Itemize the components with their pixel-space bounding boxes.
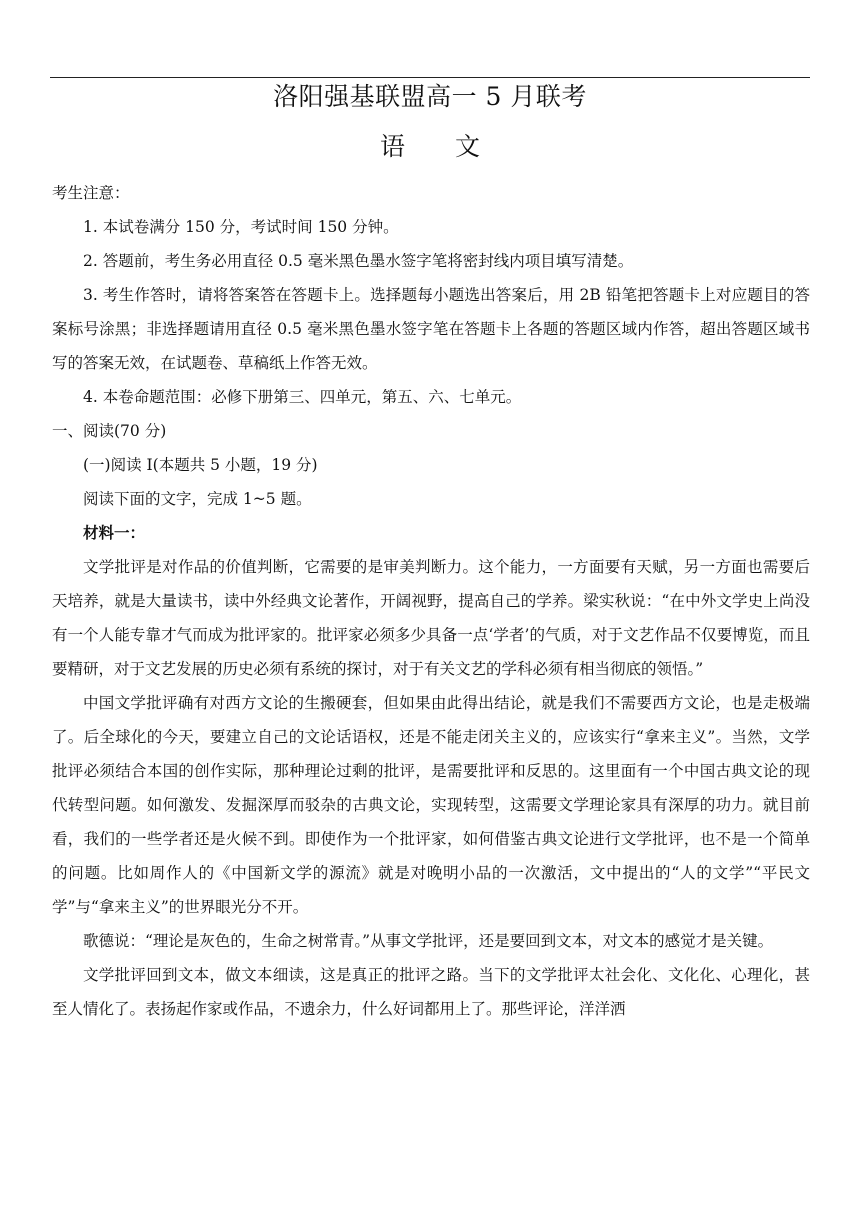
section-instruction: 阅读下面的文字，完成 1~5 题。 xyxy=(83,490,312,508)
notice-item: 3. 考生作答时，请将答案答在答题卡上。选择题每小题选出答案后，用 2B 铅笔把答题卡上对应题目的答案标号涂黑；非选择题请用直径 0.5 毫米黑色墨水签字笔在答题卡上各题的答题区域内作答，超出答题区域书写的答案无效，在试题卷、草稿纸上作答无效。 xyxy=(52,286,810,372)
material-paragraph: 中国文学批评确有对西方文论的生搬硬套，但如果由此得出结论，就是我们不需要西方文论，也是走极端了。后全球化的今天，要建立自己的文论话语权，还是不能走闭关主义的，应该实行“拿来主义”。当然，文学批评必须结合本国的创作实际，那种理论过剩的批评，是需要批评和反思的。这里面有一个中国古典文论的现代转型问题。如何激发、发掘深厚而驳杂的古典文论，实现转型，这需要文学理论家具有深厚的功力。就目前看，我们的一些学者还是火候不到。即使作为一个批评家，如何借鉴古典文论进行文学批评，也不是一个简单的问题。比如周作人的《中国新文学的源流》就是对晚明小品的一次激活，文中提出的“人的文学”“平民文学”与“拿来主义”的世界眼光分不开。 xyxy=(52,694,810,916)
material-paragraph: 文学批评回到文本，做文本细读，这是真正的批评之路。当下的文学批评太社会化、文化化、心理化，甚至人情化了。表扬起作家或作品，不遗余力，什么好词都用上了。那些评论，洋洋洒 xyxy=(52,966,810,1018)
document-body xyxy=(52,176,810,1026)
subject-char-1: 语 xyxy=(379,132,405,161)
section-subheading: (一)阅读 I(本题共 5 小题，19 分) xyxy=(83,456,318,474)
material-label: 材料一： xyxy=(83,523,146,542)
notice-item: 4. 本卷命题范围：必修下册第三、四单元，第五、六、七单元。 xyxy=(83,388,522,406)
notice-heading: 考生注意： xyxy=(52,184,130,202)
exam-title: 洛阳强基联盟高一 5 月联考 xyxy=(273,82,587,111)
material-paragraph: 歌德说：“理论是灰色的，生命之树常青。”从事文学批评，还是要回到文本，对文本的感觉才是关键。 xyxy=(83,932,774,950)
subject-title xyxy=(0,130,860,164)
header-rule xyxy=(50,77,810,78)
notice-item: 2. 答题前，考生务必用直径 0.5 毫米黑色墨水签字笔将密封线内项目填写清楚。 xyxy=(83,252,634,270)
subject-char-2: 文 xyxy=(455,132,481,161)
material-paragraph: 文学批评是对作品的价值判断，它需要的是审美判断力。这个能力，一方面要有天赋，另一方面也需要后天培养，就是大量读书，读中外经典文论著作，开阔视野，提高自己的学养。梁实秋说：“在中外文学史上尚没有一个人能专靠才气而成为批评家的。批评家必须多少具备一点‘学者’的气质，对于文艺作品不仅要博览，而且要精研，对于文艺发展的历史必须有系统的探讨，对于有关文艺的学科必须有相当彻底的领悟。” xyxy=(52,558,810,678)
notice-item: 1. 本试卷满分 150 分，考试时间 150 分钟。 xyxy=(83,218,399,236)
section-heading: 一、阅读(70 分) xyxy=(52,422,167,440)
